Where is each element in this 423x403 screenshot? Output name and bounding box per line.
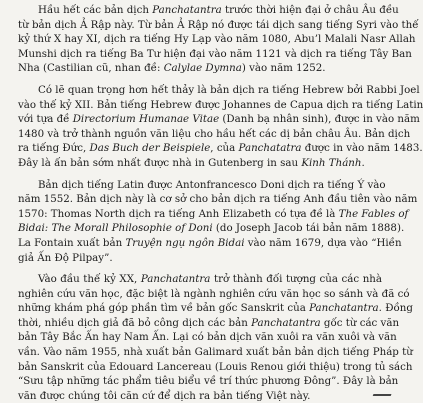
text-run: vào năm 1679, dựa vào “Hiền (244, 236, 402, 249)
paragraph-hebrew-latin (18, 83, 423, 171)
text-run: bản Tây Bắc Ấn hay Nam Ấn. Lại có bản dịch văn xuôi ra văn xuôi và văn (18, 331, 397, 344)
text-line (18, 221, 405, 236)
text-line (18, 345, 413, 360)
text-run: văn được chúng tôi căn cứ để dịch ra bản tiếng Việt này. (18, 389, 311, 402)
text-run: thời, nhiều dịch giả đã bỏ công dịch các bản (18, 316, 252, 329)
text-line (18, 192, 418, 207)
text-run: ) vào năm 1252. (241, 62, 326, 75)
text-run: bản Sanskrit của Edouard Lancereau (Louis Renou giới thiệu) trong tủ sách (18, 360, 413, 373)
italic-title: Panchatatra (238, 142, 302, 155)
text-run: vần. Vào năm 1955, nhà xuất bản Galimard xuất bản bản dịch tiếng Pháp từ (18, 346, 413, 359)
text-run: . Đồng (378, 302, 413, 315)
text-line (18, 3, 399, 18)
text-run: Hầu hết các bản dịch (38, 4, 153, 16)
text-run: trước thời hiện đại ở châu Âu đều (221, 4, 399, 16)
text-line (18, 272, 382, 287)
text-run: Vào đầu thế kỷ XX, (38, 273, 141, 286)
paragraph-twentieth-century (18, 272, 413, 403)
text-line (18, 141, 423, 156)
text-run: Nha (Castilian cũ, nhan đề: (18, 62, 164, 75)
paragraph-italian-english (18, 178, 418, 266)
italic-title: Panchatantra (152, 4, 222, 16)
text-line (18, 47, 412, 62)
text-run: từ bản dịch Ả Rập này. Từ bản Ả Rập nó được tái dịch sang tiếng Syri vào thế (18, 18, 419, 31)
text-line (18, 316, 400, 331)
text-line (18, 32, 416, 47)
text-run: được in vào năm 1483. (301, 142, 423, 155)
text-run: giả Ấn Độ Pilpay”. (18, 251, 113, 264)
text-run: những khám phá góp phần tìm về bản gốc Sanskrit của (18, 302, 310, 315)
italic-title: Kinh Thánh (301, 156, 362, 169)
italic-title: Panchatantra (309, 302, 379, 315)
text-line (18, 251, 382, 266)
italic-title: Directorium Humanae Vitae (72, 113, 220, 126)
text-run: “Sưu tập những tác phẩm tiêu biểu về trí thức phương Đông”. Đây là bản (18, 375, 399, 388)
text-run: 1480 và trở thành nguồn văn liệu cho hầu hết các dị bản châu Âu. Bản dịch (18, 127, 411, 140)
italic-title: Das Buch der Beispiele (89, 142, 211, 155)
italic-title: The Fables of (338, 207, 409, 220)
text-run: . (361, 156, 365, 169)
italic-title: Bidai: The Morall Philosophie of Doni (18, 222, 213, 235)
text-line (18, 287, 410, 302)
text-run: La Fontain xuất bản (18, 236, 126, 249)
text-run: 1570: Thomas North dịch ra tiếng Anh Elizabeth có tựa đề là (18, 207, 339, 220)
text-line (18, 207, 409, 222)
text-line (18, 127, 411, 142)
italic-title: Truyện ngụ ngôn Bidai (125, 236, 245, 249)
text-run: năm 1552. Bản dịch này là cơ sở cho bản dịch ra tiếng Anh đầu tiên vào năm (18, 193, 418, 206)
text-line (18, 112, 420, 127)
text-line (18, 98, 423, 113)
italic-title: Calylae Dymna (163, 62, 242, 75)
text-run: Bản dịch tiếng Latin được Antonfrancesco Doni dịch ra tiếng Ý vào (38, 178, 386, 191)
text-run: Có lẽ quan trọng hơn hết thảy là bản dịch ra tiếng Hebrew bởi Rabbi Joel (38, 83, 420, 96)
text-line (18, 83, 420, 98)
text-line (18, 156, 382, 171)
text-line (18, 18, 419, 33)
text-line (18, 61, 382, 76)
text-line (18, 330, 397, 345)
text-run: trở thành đối tượng của các nhà (210, 273, 383, 286)
text-line (18, 374, 399, 389)
text-line (18, 360, 413, 375)
text-run: Munshi dịch ra tiếng Ba Tư hiện đại vào năm 1121 và dịch ra tiếng Tây Ban (18, 47, 412, 60)
text-run: , của (210, 142, 239, 155)
paragraph-arabic-lineage (18, 3, 419, 76)
italic-title: Panchatantra (251, 316, 321, 329)
italic-title: Panchatantra (140, 273, 211, 286)
text-run: nghiên cứu văn học, đặc biệt là ngành nghiên cứu văn học so sánh và đã có (18, 287, 410, 300)
text-run: (do Joseph Jacob tái bản năm 1888). (212, 222, 405, 235)
text-run: Đây là ấn bản sớm nhất được nhà in Gutenberg in sau (18, 156, 302, 169)
text-run: kỷ thứ X hay XI, dịch ra tiếng Hy Lạp vào năm 1080, Abu’l Malali Nasr Allah (18, 33, 416, 46)
page-number-fragment (371, 394, 392, 402)
text-line (18, 301, 413, 316)
text-run: (Danh bạ nhân sinh), được in vào năm (219, 113, 420, 126)
text-run: gốc từ các văn (320, 316, 400, 329)
text-run: ra tiếng Đức, (18, 142, 90, 155)
text-line (18, 236, 402, 251)
text-run: với tựa đề (18, 113, 73, 126)
text-line (18, 178, 386, 193)
text-run: vào thế kỷ XII. Bản tiếng Hebrew được Johannes de Capua dịch ra tiếng Latin (18, 98, 423, 111)
text-line (18, 389, 382, 403)
